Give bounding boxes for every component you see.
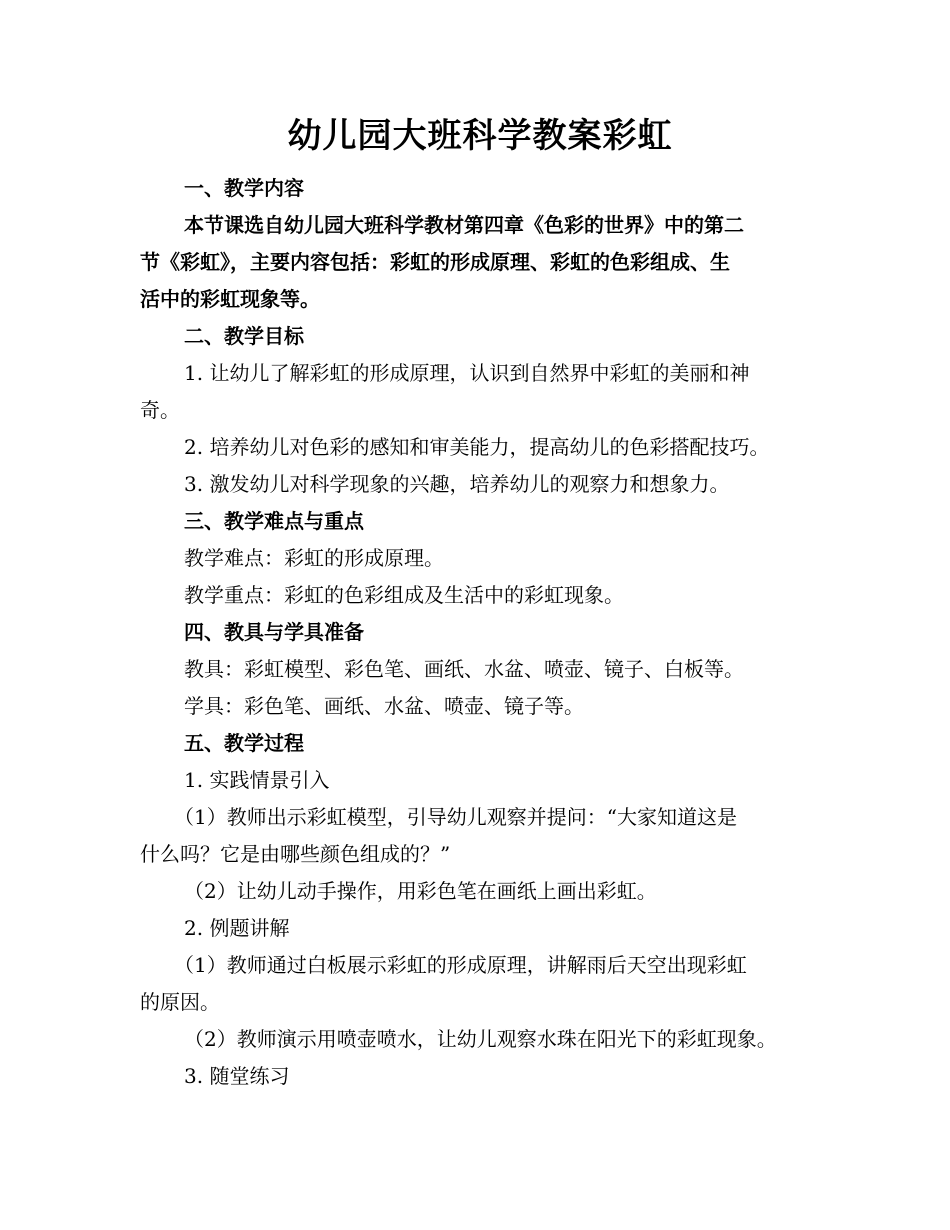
content-paragraph-line-3: 活中的彩虹现象等。 — [140, 287, 320, 311]
section-heading-process: 五、教学过程 — [184, 731, 304, 755]
teaching-difficulty: 教学难点：彩虹的形成原理。 — [184, 546, 444, 570]
objective-3: 3. 激发幼儿对科学现象的兴趣，培养幼儿的观察力和想象力。 — [184, 472, 730, 496]
process-step-1b: （2）让幼儿动手操作，用彩色笔在画纸上画出彩虹。 — [184, 879, 657, 903]
process-step-1a-line-2: 什么吗？它是由哪些颜色组成的？” — [140, 842, 451, 866]
section-heading-objectives: 二、教学目标 — [184, 324, 304, 348]
student-tools: 学具：彩色笔、画纸、水盆、喷壶、镜子等。 — [184, 694, 584, 718]
teaching-key-point: 教学重点：彩虹的色彩组成及生活中的彩虹现象。 — [184, 583, 624, 607]
process-step-1: 1. 实践情景引入 — [184, 768, 330, 792]
objective-1-line-2: 奇。 — [140, 398, 180, 422]
objective-2: 2. 培养幼儿对色彩的感知和审美能力，提高幼儿的色彩搭配技巧。 — [184, 435, 770, 459]
objective-1-line-1: 1. 让幼儿了解彩虹的形成原理，认识到自然界中彩虹的美丽和神 — [184, 361, 750, 385]
teacher-tools: 教具：彩虹模型、彩色笔、画纸、水盆、喷壶、镜子、白板等。 — [184, 657, 744, 681]
content-paragraph-line-1: 本节课选自幼儿园大班科学教材第四章《色彩的世界》中的第二 — [184, 213, 744, 237]
section-heading-content: 一、教学内容 — [184, 176, 304, 200]
document-page — [140, 108, 820, 1095]
content-paragraph-line-2: 节《彩虹》，主要内容包括：彩虹的形成原理、彩虹的色彩组成、生 — [140, 250, 730, 274]
process-step-1a-line-1: （1）教师出示彩虹模型，引导幼儿观察并提问：“大家知道这是 — [174, 805, 737, 829]
process-step-2a-line-2: 的原因。 — [140, 990, 220, 1014]
process-step-2b: （2）教师演示用喷壶喷水，让幼儿观察水珠在阳光下的彩虹现象。 — [184, 1027, 777, 1051]
process-step-3: 3. 随堂练习 — [184, 1064, 290, 1088]
document-title: 幼儿园大班科学教案彩虹 — [287, 116, 673, 156]
process-step-2: 2. 例题讲解 — [184, 916, 290, 940]
section-heading-difficulty: 三、教学难点与重点 — [184, 509, 364, 533]
section-heading-materials: 四、教具与学具准备 — [184, 620, 364, 644]
process-step-2a-line-1: （1）教师通过白板展示彩虹的形成原理，讲解雨后天空出现彩虹 — [174, 953, 747, 977]
